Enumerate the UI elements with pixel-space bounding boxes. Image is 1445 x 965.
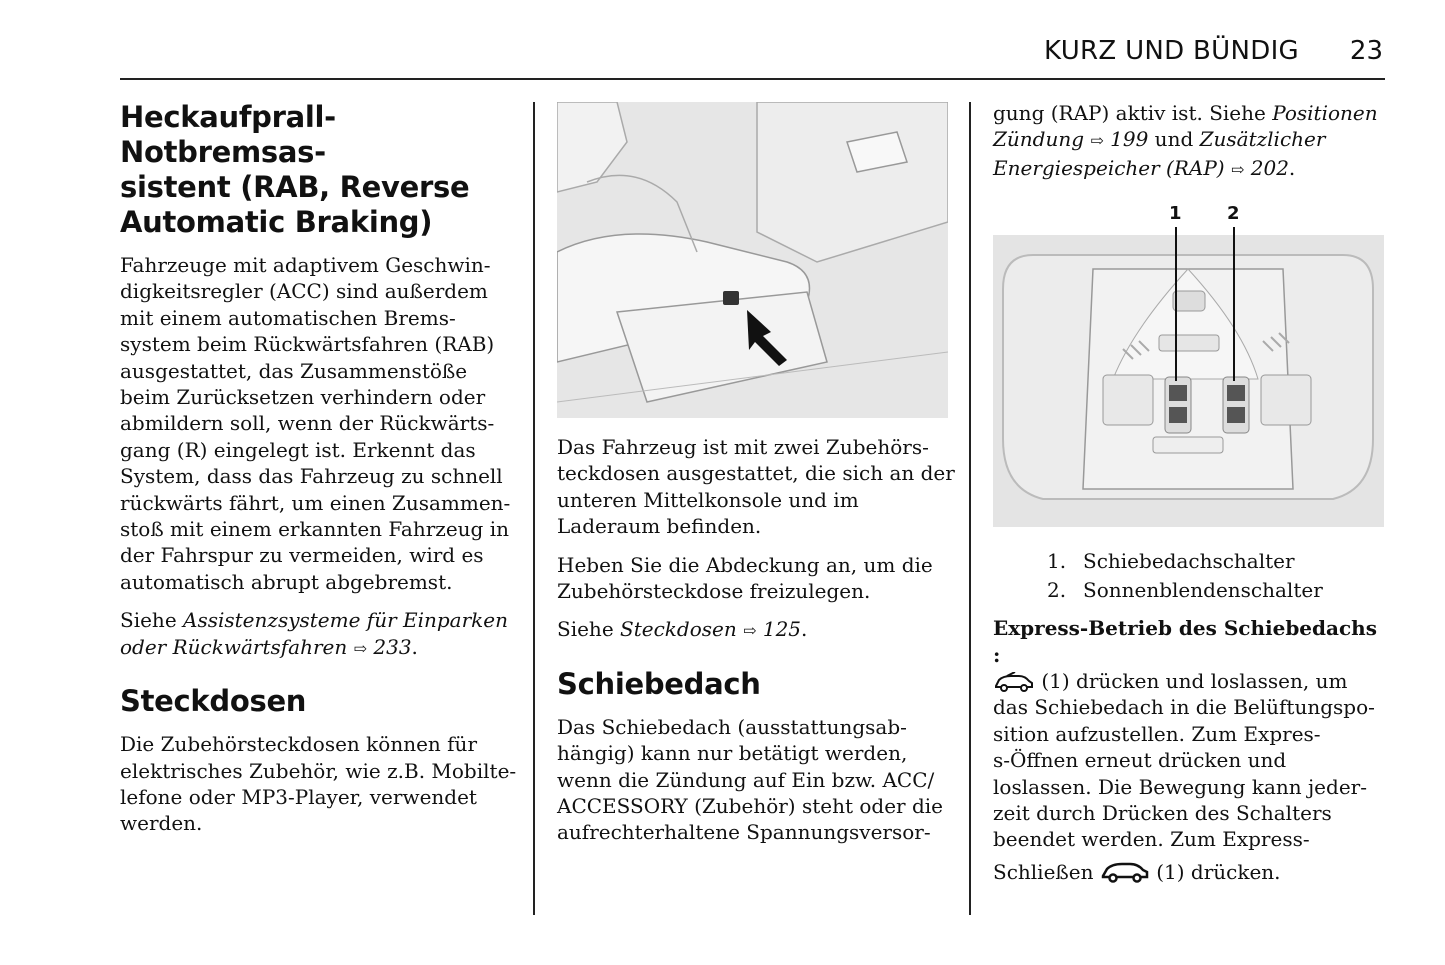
link-zusaetzlicher[interactable]: Zusätzlicher <box>1199 127 1326 152</box>
reference-arrow-icon: ⇨ <box>743 621 757 641</box>
rab-see-also: Siehe Assistenzsysteme für Einparken oder Rückwärtsfahren ⇨ 233. <box>120 608 508 659</box>
link-assistenzsysteme[interactable]: Assistenzsysteme für Einparken oder Rückwärtsfahren ⇨ 233 <box>120 608 508 659</box>
heading-schiebedach: Schiebedach <box>557 666 761 701</box>
express-paragraph: Express-Betrieb des Schiebedachs : (1) drücken und loslassen, um das Schiebedach in die Belüftungspo- sition aufzustellen. Zum Expres- s-Öffnen erneut drücken und loslassen. Die Bewegung kann jeder- zeit durch Drücken des Schalters beendet werden. Zum Express- Schließen (1) drücken. <box>993 616 1377 884</box>
sunroof-vent-icon <box>993 672 1035 692</box>
reference-arrow-icon: ⇨ <box>1090 131 1104 151</box>
accessory-paragraph: Das Fahrzeug ist mit zwei Zubehörs- teckdosen ausgestattet, die sich an der unteren Mittelkonsole und im Laderaum befinden. <box>557 435 955 539</box>
page-number: 23 <box>1349 36 1383 66</box>
column-3 <box>993 100 1385 885</box>
express-heading: Express-Betrieb des Schiebedachs : <box>993 616 1377 667</box>
link-steckdosen[interactable]: Steckdosen ⇨ 125 <box>620 617 802 642</box>
heading-steckdosen: Steckdosen <box>120 684 307 719</box>
schiebedach-paragraph: Das Schiebedach (ausstattungsab- hängig) kann nur betätigt werden, wenn die Zündung auf Ein bzw. ACC/ ACCESSORY (Zubehör) steht oder die aufrechterhaltene Spannungsversor- <box>557 714 944 845</box>
reference-arrow-icon: ⇨ <box>1230 159 1245 179</box>
overhead-console-illustration <box>993 209 1384 527</box>
column-divider-1 <box>533 102 535 915</box>
sunroof-close-icon <box>1100 861 1150 883</box>
reference-arrow-icon: ⇨ <box>353 638 368 658</box>
link-zuendung[interactable]: Zündung ⇨ 199 <box>993 127 1149 152</box>
callout-2: 2 <box>1227 203 1240 225</box>
list-item: 1. Schiebedachschalter <box>1047 549 1295 574</box>
rab-paragraph: Fahrzeuge mit adaptivem Geschwin- digkeitsregler (ACC) sind außerdem mit einem automatischen Brems- system beim Rückwärtsfahren (RAB) ausgestattet, das Zusammenstöße beim Zurücksetzen verhindern oder abmildern soll, wenn der Rückwärts- gang (R) eingelegt ist. Erkennt das System, dass das Fahrzeug zu schnell rückwärts fährt, um einen Zusammen- stoß mit einem erkannten Fahrzeug in der Fahrspur zu vermeiden, wird es automatisch abrupt abgebremst. <box>120 253 511 594</box>
link-energiespeicher[interactable]: Energiespeicher (RAP) ⇨ 202 <box>993 155 1289 180</box>
steckdosen-paragraph: Die Zubehörsteckdosen können für elektrisches Zubehör, wie z.B. Mobilte- lefone oder MP3-Player, verwendet werden. <box>120 732 517 836</box>
list-item: 2. Sonnenblendenschalter <box>1047 578 1323 603</box>
heading-rab: Heckaufprall-Notbremsas- sistent (RAB, Reverse Automatic Braking) <box>120 100 470 239</box>
legend-list <box>1047 547 1385 605</box>
power-outlet-icon <box>723 291 739 305</box>
callout-1: 1 <box>1169 203 1182 225</box>
cover-paragraph: Heben Sie die Abdeckung an, um die Zubehörsteckdose freizulegen. <box>557 552 933 604</box>
column-2 <box>557 100 957 858</box>
header-rule <box>120 78 1385 80</box>
console-socket-illustration <box>557 102 948 418</box>
overhead-console-figure <box>993 203 1384 527</box>
rap-continuation: gung (RAP) aktiv ist. Siehe Positionen Zündung ⇨ 199 und Zusätzlicher Energiespeicher (RAP) ⇨ 202. <box>993 101 1378 180</box>
link-positionen[interactable]: Positionen <box>1272 101 1378 125</box>
console-socket-figure <box>557 102 948 418</box>
column-1 <box>120 100 520 849</box>
steckdosen-see-also: Siehe Steckdosen ⇨ 125. <box>557 617 808 642</box>
running-header-title: KURZ UND BÜNDIG <box>1044 36 1299 66</box>
column-divider-2 <box>969 102 971 915</box>
